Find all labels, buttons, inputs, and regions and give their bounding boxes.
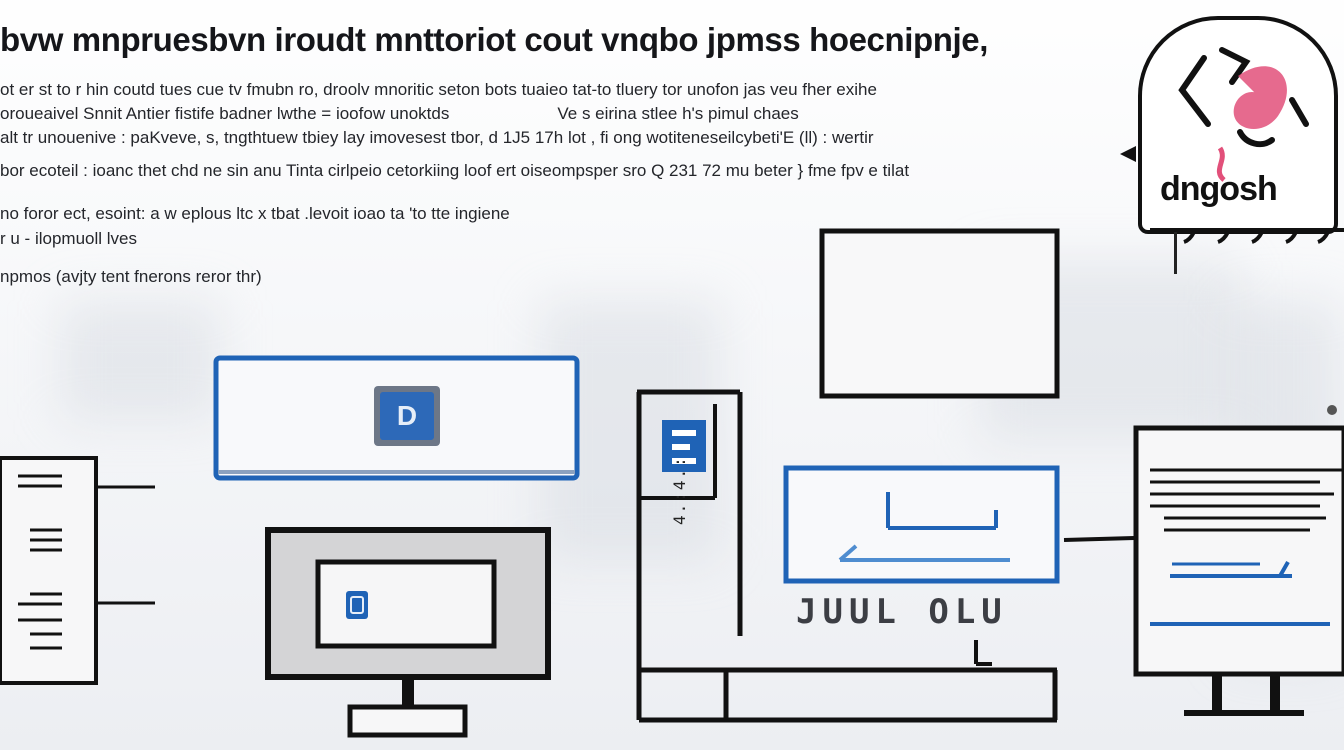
desktop-monitor	[268, 530, 548, 735]
app-icon-small	[346, 591, 368, 619]
paragraph-line: no foror ect, esoint: a w eplous ltc x tbat .levoit ioao ta 'to tte ingiene	[0, 204, 510, 223]
connector-line	[1064, 538, 1134, 540]
document-monitor	[1136, 428, 1344, 716]
page-title: bvw mnpruesbvn iroudt mnttoriot cout vnqbo jpmss hoecnipnje,	[0, 21, 989, 58]
paragraph-line: alt tr unouenive : paKveve, s, tngthtuew tbiey lay imovesest tbor, d 1J5 17h lot , fi ong wotiteneseilcybeti'E (ll) : wertir	[0, 128, 874, 147]
empty-frame	[822, 231, 1057, 396]
desk-label: JUUL OLU	[796, 592, 1008, 632]
paragraph-segment: oroueaivel Snnit Antier fistife badner lwthe = ioofow unoktds	[0, 104, 450, 123]
svg-text:D: D	[396, 400, 418, 431]
paragraph-line: bor ecoteil : ioanc thet chd ne sin anu Tinta cirlpeio cetorkiing loof ert oiseompsper sro Q 231 72 mu beter } fme fpv e tilat	[0, 161, 910, 180]
app-icon-d	[374, 386, 440, 446]
paragraph-line: npmos (avjty tent fnerons reror thr)	[0, 267, 262, 286]
paragraph-line: ot er st to r hin coutd tues cue tv fmubn ro, droolv mnoritic seton bots tuaieo tat-to tluery tor unofon jas veu fher exihe	[0, 80, 877, 99]
chart-window	[786, 468, 1057, 581]
left-list-panel	[0, 458, 155, 683]
side-vertical-label: 4.:4.:	[670, 455, 689, 525]
paragraph-line: r u - ilopmuoll lves	[0, 229, 137, 248]
indicator-dot	[1327, 405, 1337, 415]
logo-wordmark: dngosh	[1160, 170, 1277, 208]
paragraph-segment: Ve s eirina stlee h's pimul chaes	[557, 104, 799, 123]
blue-window	[216, 358, 577, 478]
